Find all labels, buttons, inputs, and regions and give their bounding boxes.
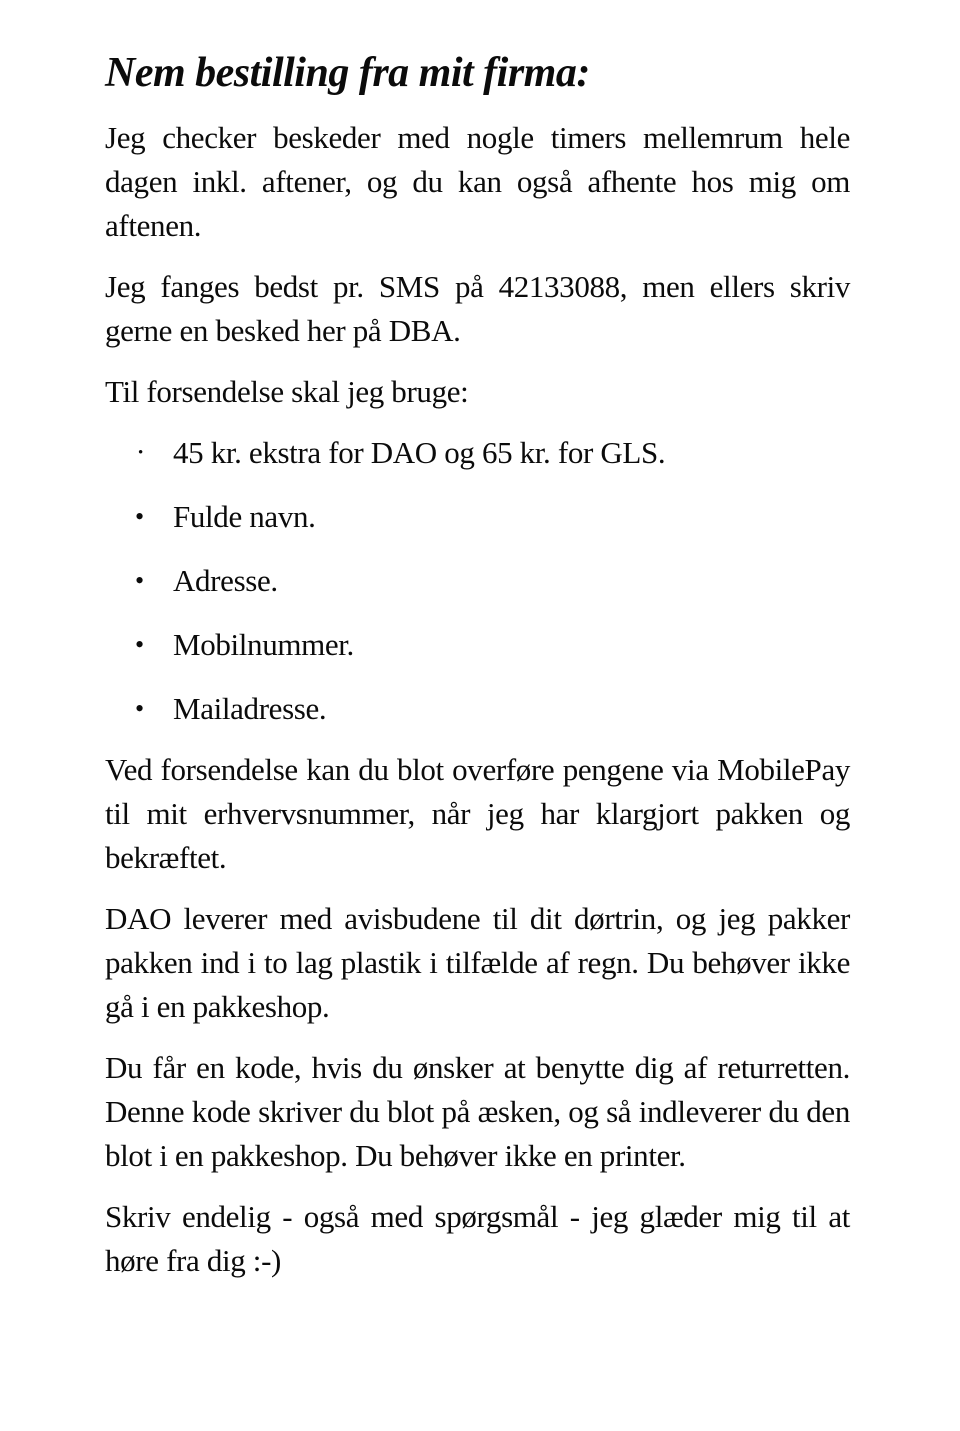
paragraph-availability: Jeg checker beskeder med nogle timers mellemrum hele dagen inkl. aftener, og du kan også afhente hos mig om aftenen. bbox=[105, 120, 850, 243]
paragraph-payment: Ved forsendelse kan du blot overføre pengene via MobilePay til mit erhvervsnummer, når jeg har klargjort pakken og bekræftet. bbox=[105, 752, 850, 875]
bullet-list bbox=[105, 431, 850, 731]
list-item-label: Adresse. bbox=[173, 563, 278, 598]
list-item bbox=[105, 495, 850, 539]
page-title: Nem bestilling fra mit firma: bbox=[105, 50, 590, 96]
list-item bbox=[105, 623, 850, 667]
bullet-icon: • bbox=[138, 445, 143, 461]
bullet-icon: • bbox=[135, 566, 144, 595]
list-item bbox=[105, 559, 850, 603]
bullet-icon: • bbox=[135, 694, 144, 723]
list-item-label: Mobilnummer. bbox=[173, 627, 354, 662]
bullet-icon: • bbox=[135, 502, 144, 531]
paragraph-returns: Du får en kode, hvis du ønsker at benytte dig af returretten. Denne kode skriver du blot på æsken, og så indleverer du den blot i en pakkeshop. Du behøver ikke en printer. bbox=[105, 1050, 850, 1173]
list-item-label: Fulde navn. bbox=[173, 499, 316, 534]
bullet-icon: • bbox=[135, 630, 144, 659]
list-item bbox=[105, 431, 850, 475]
list-item-label: 45 kr. ekstra for DAO og 65 kr. for GLS. bbox=[173, 435, 666, 470]
paragraph-list-intro: Til forsendelse skal jeg bruge: bbox=[105, 374, 469, 409]
paragraph-contact: Jeg fanges bedst pr. SMS på 42133088, men ellers skriv gerne en besked her på DBA. bbox=[105, 269, 850, 348]
paragraph-delivery: DAO leverer med avisbudene til dit dørtrin, og jeg pakker pakken ind i to lag plastik i tilfælde af regn. Du behøver ikke gå i en pakkeshop. bbox=[105, 901, 850, 1024]
paragraph-closing: Skriv endelig - også med spørgsmål - jeg glæder mig til at høre fra dig :-) bbox=[105, 1199, 850, 1278]
list-item bbox=[105, 687, 850, 731]
list-item-label: Mailadresse. bbox=[173, 691, 327, 726]
